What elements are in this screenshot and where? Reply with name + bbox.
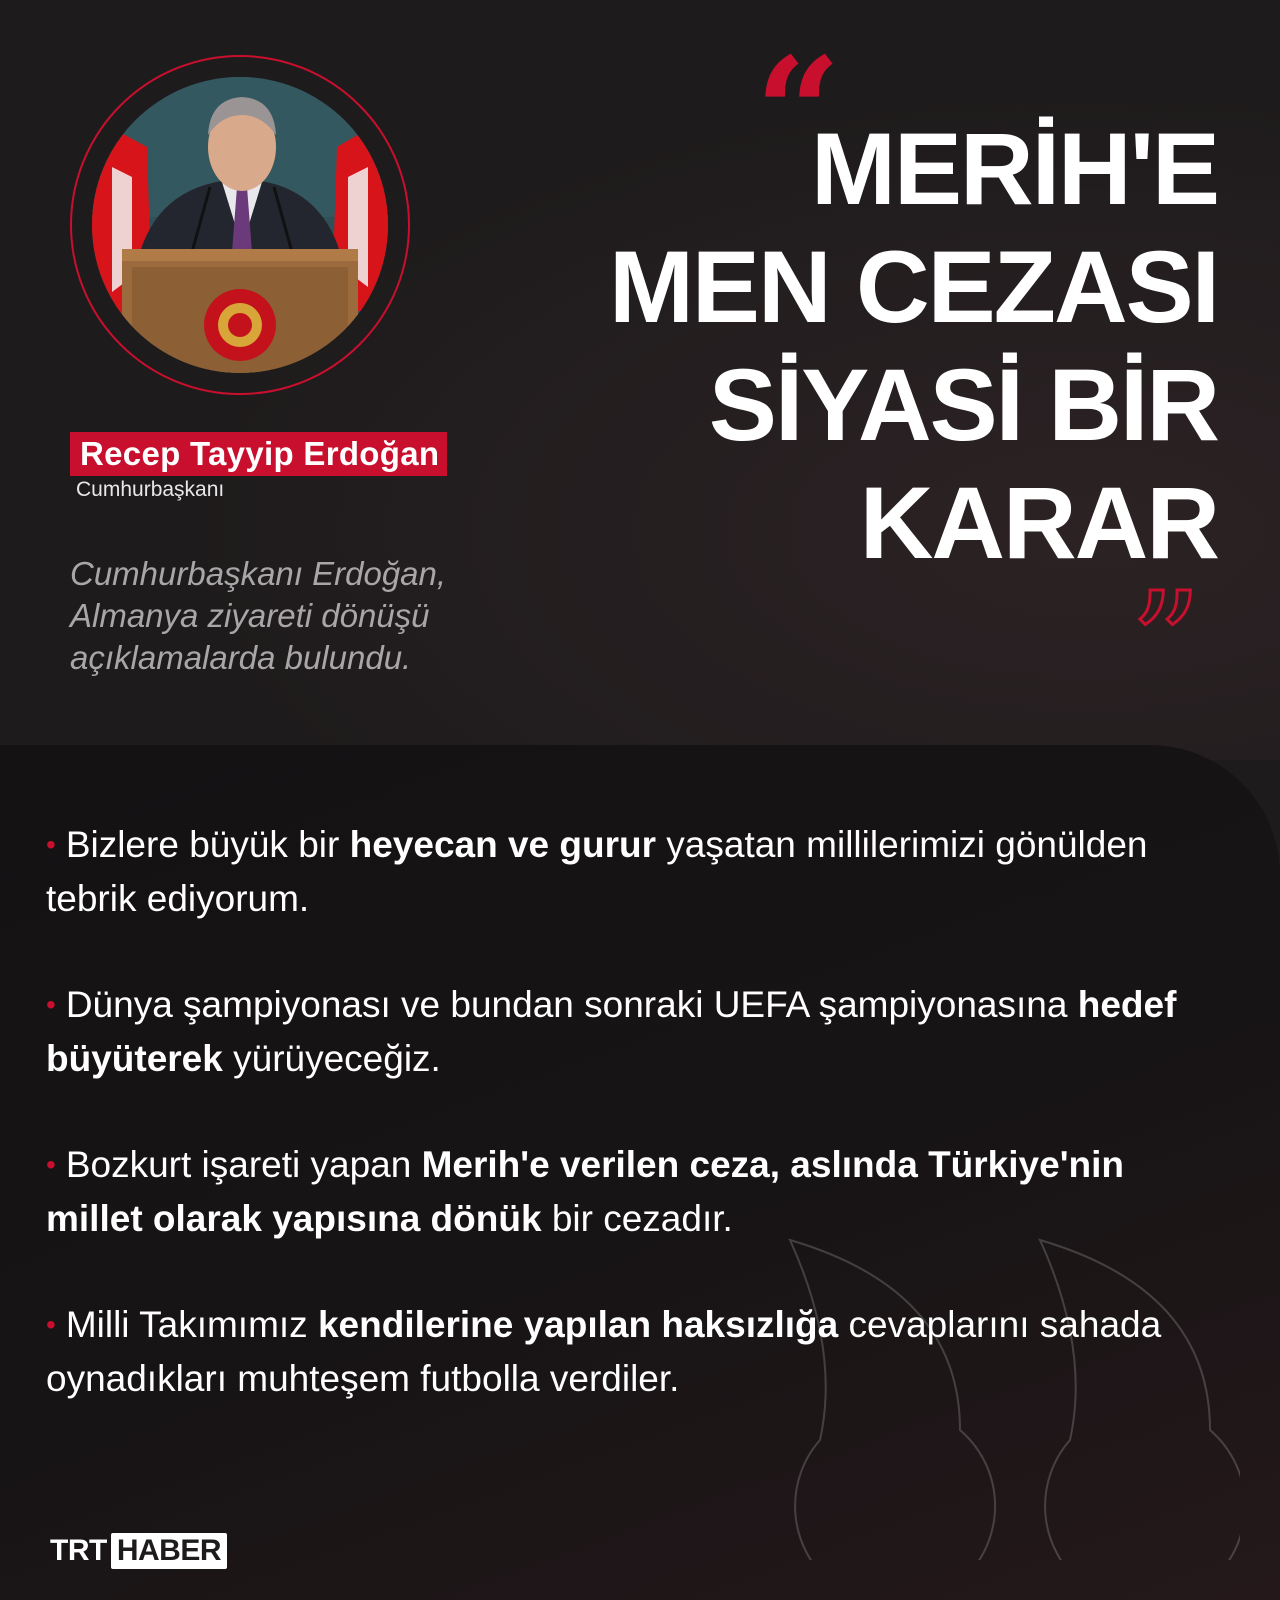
headline-line: SİYASİ BİR	[708, 348, 1218, 462]
logo-trt: TRT	[50, 1534, 107, 1567]
bullet-item: • Dünya şampiyonası ve bundan sonraki UEFA şampiyonasına hedef büyüterek yürüyeceğiz.	[46, 984, 1177, 1079]
headline-line: MERİH'E	[811, 112, 1218, 226]
speaker-role: Cumhurbaşkanı	[76, 478, 225, 501]
speaker-name: Recep Tayyip Erdoğan	[70, 432, 447, 476]
close-quote-icon: ”	[1130, 563, 1202, 726]
logo-haber: HABER	[111, 1533, 227, 1569]
trt-haber-logo	[50, 1533, 227, 1569]
bullet-dot-icon: •	[46, 989, 56, 1020]
speaker-photo	[92, 77, 388, 373]
summary-text: Cumhurbaşkanı Erdoğan, Almanya ziyareti dönüşü açıklamalarda bulundu.	[70, 555, 447, 676]
bullet-dot-icon: •	[46, 829, 56, 860]
bullet-dot-icon: •	[46, 1149, 56, 1180]
headline-line: KARAR	[859, 466, 1218, 580]
bullet-item: • Bizlere büyük bir heyecan ve gurur yaşatan millilerimizi gönülden tebrik ediyorum.	[46, 824, 1148, 919]
headline	[498, 110, 1218, 582]
headline-line: MEN CEZASI	[608, 230, 1218, 344]
bullet-dot-icon: •	[46, 1309, 56, 1340]
bullet-item: • Bozkurt işareti yapan Merih'e verilen ceza, aslında Türkiye'nin millet olarak yapısına dönük bir cezadır.	[46, 1144, 1124, 1239]
open-quote-icon: “	[755, 25, 842, 201]
bullet-item: • Milli Takımımız kendilerine yapılan haksızlığa cevaplarını sahada oynadıkları muhteşem futbolla verdiler.	[46, 1304, 1162, 1399]
bullet-list	[46, 818, 1226, 1458]
